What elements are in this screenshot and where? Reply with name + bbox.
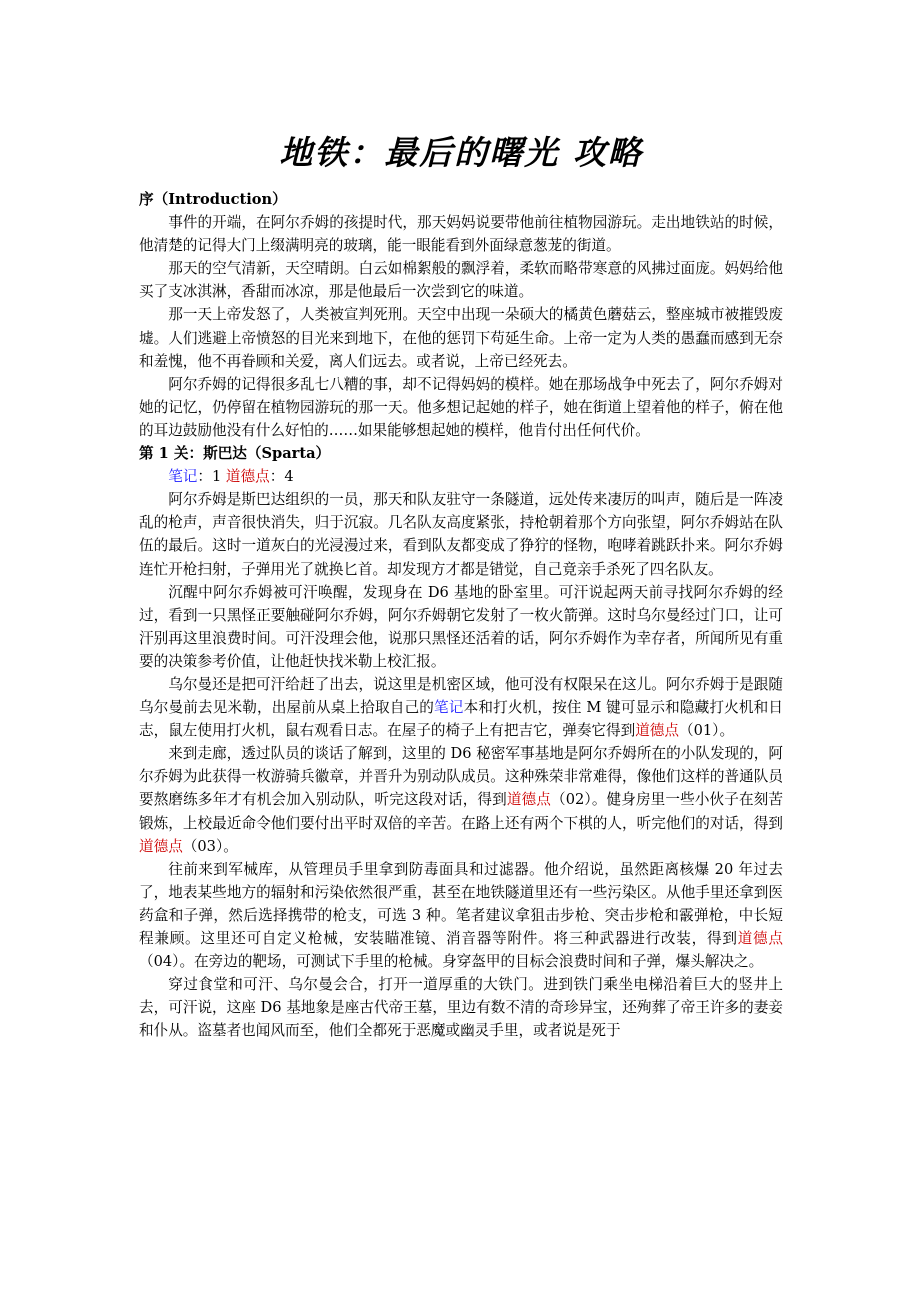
moral-keyword: 道德点: [139, 837, 183, 855]
moral-keyword: 道德点: [506, 791, 551, 809]
note-label: 笔记: [168, 468, 198, 486]
text-run: （03）。: [182, 837, 238, 855]
text-run: （02）。健身房里一些小伙子在刻苦锻炼，上校最近命令他们要付出平时双倍的辛苦。在路上还有两个下棋的人，听完他们的对话，得到: [139, 791, 783, 832]
text-run: 往前来到军械库，从管理员手里拿到防毒面具和过滤器。他介绍说，虽然距离核爆 20 年过去了，地表某些地方的辐射和污染依然很严重，甚至在地铁隧道里还有一些污染区。从他手里还拿到医药盒和子弹，然后选择携带的枪支，可选 3 种。笔者建议拿狙击步枪、突击步枪和霰弹枪，中长短程兼顾。这里还可自定义枪械，安装瞄准镜、消音器等附件。将三种武器进行改装，得到: [139, 860, 783, 947]
intro-paragraph: 事件的开端，在阿尔乔姆的孩提时代，那天妈妈说要带他前往植物园游玩。走出地铁站的时候，他清楚的记得大门上缀满明亮的玻璃，能一眼能看到外面绿意葱茏的街道。: [139, 214, 783, 255]
level1-paragraph: [139, 673, 783, 742]
document-title: 地铁：最后的曙光 攻略: [279, 133, 643, 172]
intro-paragraph: 阿尔乔姆的记得很多乱七八糟的事，却不记得妈妈的模样。她在那场战争中死去了，阿尔乔姆对她的记忆，仍停留在植物园游玩的那一天。他多想记起她的样子，她在街道上望着他的样子，俯在他的耳边鼓励他没有什么好怕的……如果能够想起她的模样，他肯付出任何代价。: [139, 375, 783, 439]
intro-paragraph: 那一天上帝发怒了，人类被宣判死刑。天空中出现一朵硕大的橘黄色蘑菇云，整座城市被摧毁废墟。人们逃避上帝愤怒的目光来到地下，在他的惩罚下苟延生命。上帝一定为人类的愚蠢而感到无奈和羞愧，他不再眷顾和关爱，离人们远去。或者说，上帝已经死去。: [139, 306, 783, 370]
level1-paragraph: 沉醒中阿尔乔姆被可汗唤醒，发现身在 D6 基地的卧室里。可汗说起两天前寻找阿尔乔姆的经过，看到一只黑怪正要触碰阿尔乔姆，阿尔乔姆朝它发射了一枚火箭弹。这时乌尔曼经过门口，让可汗别再这里浪费时间。可汗没理会他，说那只黑怪还活着的话，阿尔乔姆作为幸存者，所闻所见有重要的决策参考价值，让他赶快找米勒上校汇报。: [139, 583, 783, 670]
text-run: （04）。在旁边的靶场，可测试下手里的枪械。身穿盔甲的目标会浪费时间和子弹，爆头解决之。: [139, 953, 764, 971]
text-run: 来到走廊，透过队员的谈话了解到，这里的 D6 秘密军事基地是阿尔乔姆所在的小队发现的，阿尔乔姆为此获得一枚游骑兵徽章，并晋升为别动队成员。这种殊荣非常难得，像他们这样的普通队员要熬磨练多年才有机会加入别动队，听完这段对话，得到: [139, 745, 783, 809]
intro-paragraph: 那天的空气清新，天空晴朗。白云如棉絮般的飘浮着，柔软而略带寒意的风拂过面庞。妈妈给他买了支冰淇淋，香甜而冰凉，那是他最后一次尝到它的味道。: [139, 260, 783, 301]
text-run: 本和打火机，按住 M 键可显示和隐藏打火机和日志，鼠左使用打火机，鼠右观看日志。在屋子的椅子上有把吉它，弹奏它得到: [139, 699, 783, 740]
level1-paragraph: 阿尔乔姆是斯巴达组织的一员，那天和队友驻守一条隧道，远处传来凄厉的叫声，随后是一阵凌乱的枪声，声音很快消失，归于沉寂。几名队友高度紧张，持枪朝着那个方向张望，阿尔乔姆站在队伍的最后。这时一道灰白的光浸漫过来，看到队友都变成了狰狞的怪物，咆哮着跳跃扑来。阿尔乔姆连忙开枪扫射，子弹用光了就换匕首。却发现方才都是错觉，自己竟亲手杀死了四名队友。: [139, 491, 783, 578]
document-page: [139, 128, 783, 1042]
intro-heading: 序（Introduction）: [139, 191, 287, 208]
note-count: ：1: [197, 468, 226, 486]
level1-heading: 第 1 关：斯巴达（Sparta）: [139, 445, 331, 463]
level1-stats: [139, 465, 783, 488]
moral-count: ：4: [269, 468, 294, 486]
moral-label: 道德点: [225, 468, 270, 486]
level1-paragraph: [139, 742, 783, 857]
moral-keyword: 道德点: [737, 930, 783, 947]
note-keyword: 笔记: [434, 699, 464, 717]
level1-paragraph: 穿过食堂和可汗、乌尔曼会合，打开一道厚重的大铁门。进到铁门乘坐电梯沿着巨大的竖井上去，可汗说，这座 D6 基地象是座古代帝王墓，里边有数不清的奇珍异宝，还殉葬了帝王许多的妻妾和仆从。盗墓者也闻风而至，他们全都死于恶魔或幽灵手里，或者说是死于: [139, 976, 783, 1040]
level1-paragraph: [139, 858, 783, 973]
moral-keyword: 道德点: [635, 722, 679, 740]
text-run: 乌尔曼还是把可汗给赶了出去，说这里是机密区域，他可没有权限呆在这儿。阿尔乔姆于是跟随乌尔曼前去见米勒，出屋前从桌上拾取自己的: [139, 675, 783, 717]
text-run: （01）。: [679, 722, 735, 740]
